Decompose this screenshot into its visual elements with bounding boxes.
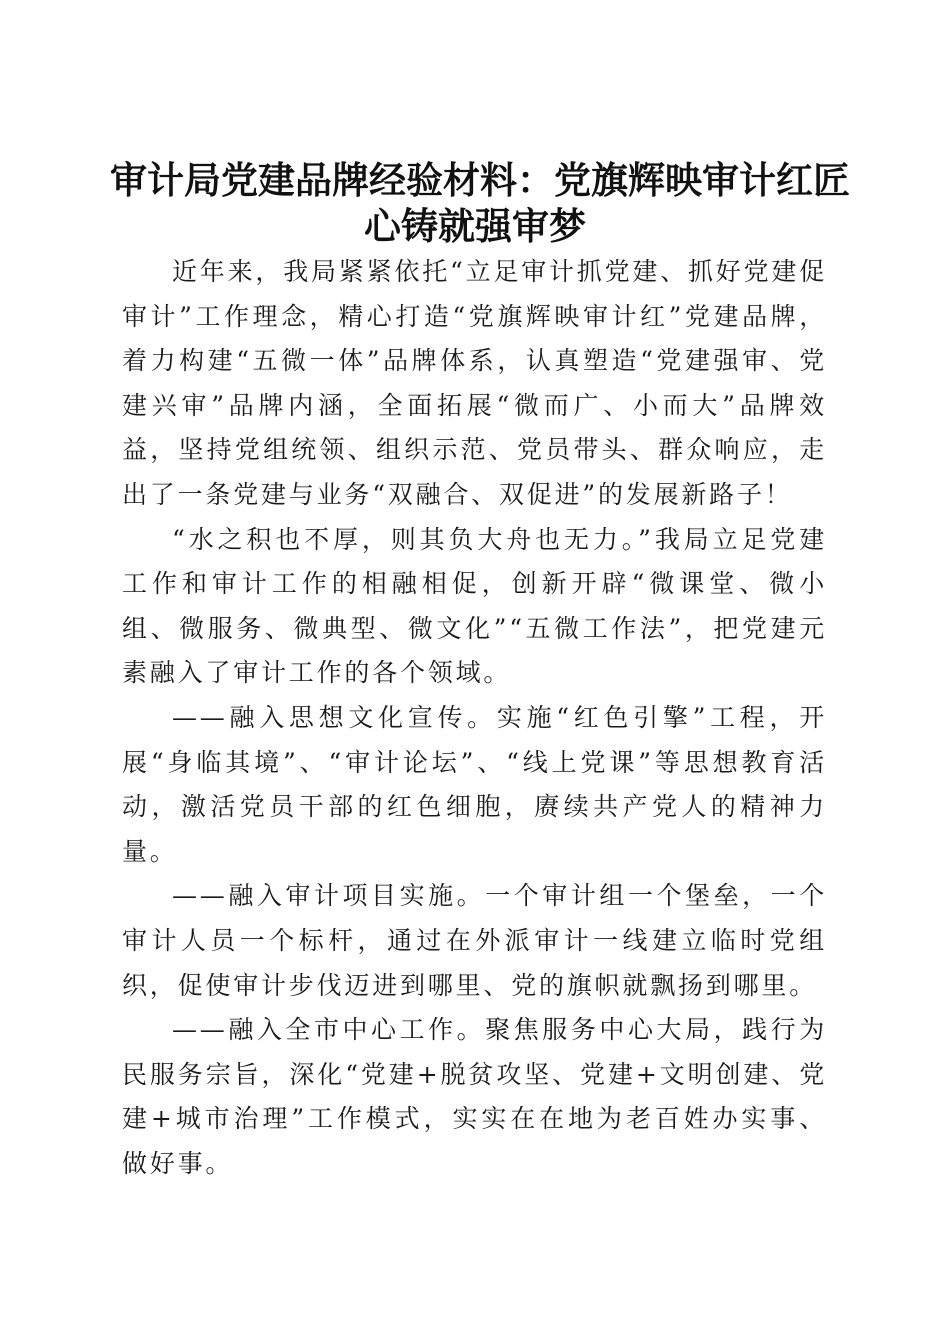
paragraph-audit-projects: ——融入审计项目实施。一个审计组一个堡垒，一个审计人员一个标杆，通过在外派审计一线建立临时党组织，促使审计步伐迈进到哪里、党的旗帜就飘扬到哪里。 <box>122 881 827 1000</box>
paragraph-city-work: ——融入全市中心工作。聚焦服务中心大局，践行为民服务宗旨，深化“党建+脱贫攻坚、党建+文明创建、党建+城市治理”工作模式，实实在在地为老百姓办实事、做好事。 <box>122 1015 827 1178</box>
paragraph-ideology: ——融入思想文化宣传。实施“红色引擎”工程，开展“身临其境”、“审计论坛”、“线上党课”等思想教育活动，激活党员干部的红色细胞，赓续共产党人的精神力量。 <box>122 702 827 866</box>
document-title <box>110 157 850 249</box>
title-line-1: 审计局党建品牌经验材料：党旗辉映审计红匠 <box>110 157 850 202</box>
document-body <box>122 250 827 1186</box>
paragraph-quote: “水之积也不厚，则其负大舟也无力。”我局立足党建工作和审计工作的相融相促，创新开辟“微课堂、微小组、微服务、微典型、微文化”“五微工作法”，把党建元素融入了审计工作的各个领域。 <box>122 524 827 688</box>
paragraph-intro: 近年来，我局紧紧依托“立足审计抓党建、抓好党建促审计”工作理念，精心打造“党旗辉映审计红”党建品牌，着力构建“五微一体”品牌体系，认真塑造“党建强审、党建兴审”品牌内涵，全面拓展“微而广、小而大”品牌效益，坚持党组统领、组织示范、党员带头、群众响应，走出了一条党建与业务“双融合、双促进”的发展新路子！ <box>122 257 827 509</box>
title-line-2: 心铸就强审梦 <box>364 203 586 248</box>
